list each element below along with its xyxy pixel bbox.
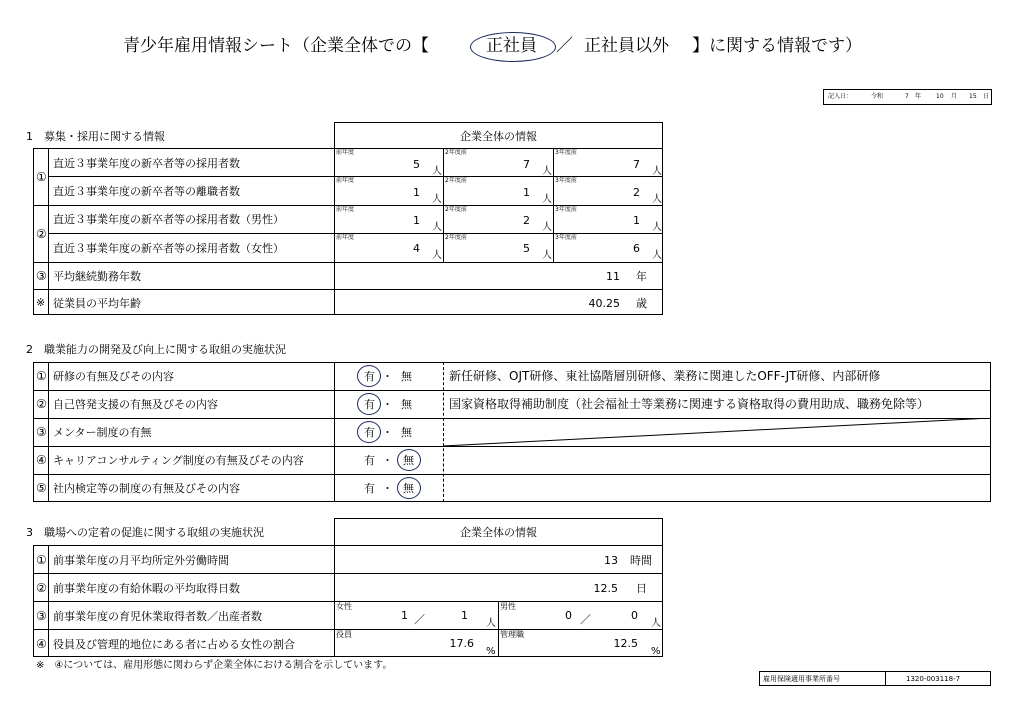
cell-value: 5 [523, 242, 530, 255]
avg-age-value: 40.25 [588, 297, 620, 310]
row-num: ③ [36, 609, 47, 623]
separator-dot: ・ [382, 454, 393, 467]
cell-value: 1 [413, 186, 420, 199]
overtime-value: 13 [604, 554, 618, 567]
row-num: ② [36, 397, 47, 411]
cell-unit: 人 [542, 194, 552, 205]
date-month: 10 [936, 93, 944, 100]
cell-value: 1 [523, 186, 530, 199]
cell-tag: 3年度前 [555, 234, 577, 241]
yes-option: 有 [364, 482, 375, 495]
separator-dot: ・ [382, 426, 393, 439]
male-birth-count: 0 [631, 609, 638, 622]
row-num: ① [36, 553, 47, 567]
cell-tag: 3年度前 [555, 206, 577, 213]
cell-value: 1 [633, 214, 640, 227]
female-leave-count: 1 [401, 609, 408, 622]
cell-unit: 人 [432, 166, 442, 177]
title-slash: ／ [556, 36, 573, 56]
separator-dot: ・ [382, 398, 393, 411]
row-num: ③ [36, 425, 47, 439]
section2-heading: 2 職業能力の開発及び向上に関する取組の実施状況 [26, 343, 286, 356]
row-label: 前事業年度の有給休暇の平均取得日数 [53, 582, 240, 595]
cell-tag: 2年度前 [445, 149, 467, 156]
male-unit: 人 [651, 618, 661, 629]
row-num: ② [36, 581, 47, 595]
avg-tenure-value: 11 [606, 270, 620, 283]
cell-unit: 人 [542, 222, 552, 233]
cell-tag: 2年度前 [445, 234, 467, 241]
overtime-unit: 時間 [630, 554, 652, 567]
cell-unit: 人 [432, 250, 442, 261]
row-label: 社内検定等の制度の有無及びその内容 [53, 482, 240, 495]
date-label: 記入日： [828, 93, 853, 100]
row-label: キャリアコンサルティング制度の有無及びその内容 [53, 454, 304, 467]
cell-value: 4 [413, 242, 420, 255]
male-leave-count: 0 [565, 609, 572, 622]
title-suffix: 】に関する情報です） [692, 36, 862, 56]
cell-tag: 前年度 [336, 206, 355, 213]
paid-leave-unit: 日 [636, 582, 647, 595]
section3-note: ※ ④については、雇用形態に関わらず企業全体における割合を示しています。 [36, 660, 393, 671]
row-label: メンター制度の有無 [53, 426, 152, 439]
date-month-unit: 月 [951, 93, 958, 100]
cell-tag: 3年度前 [555, 177, 577, 184]
title-prefix: 青少年雇用情報シート（企業全体での【 [123, 36, 429, 56]
section1-group1-num: ① [36, 170, 47, 184]
exec-unit: % [486, 646, 496, 657]
row-num: ④ [36, 637, 47, 651]
female-tag: 女性 [336, 602, 352, 611]
row-label: 従業員の平均年齢 [53, 297, 141, 310]
cell-value: 7 [633, 158, 640, 171]
cell-tag: 2年度前 [445, 206, 467, 213]
employer-number-value: 1320-003118-7 [906, 675, 961, 683]
section3-col-header: 企業全体の情報 [460, 526, 537, 539]
cell-unit: 人 [432, 194, 442, 205]
row-content: 新任研修、OJT研修、東社協階層別研修、業務に関連したOFF-JT研修、内部研修 [449, 369, 881, 383]
cell-value: 2 [633, 186, 640, 199]
section1-col-header: 企業全体の情報 [460, 130, 537, 143]
cell-unit: 人 [652, 194, 662, 205]
row-num: ③ [36, 269, 47, 283]
cell-value: 1 [413, 214, 420, 227]
yes-option: 有 [364, 398, 375, 411]
fraction-slash: ／ [414, 613, 425, 626]
female-birth-count: 1 [461, 609, 468, 622]
row-content: 国家資格取得補助制度（社会福祉士等業務に関連する資格取得の費用助成、職務免除等） [449, 397, 930, 411]
row-label: 自己啓発支援の有無及びその内容 [53, 398, 218, 411]
female-unit: 人 [486, 618, 496, 629]
cell-value: 2 [523, 214, 530, 227]
title-option-regular: 正社員 [486, 36, 537, 56]
cell-unit: 人 [542, 250, 552, 261]
row-num: ※ [36, 296, 46, 309]
row-label: 前事業年度の月平均所定外労働時間 [53, 554, 229, 567]
row-label: 直近３事業年度の新卒者等の離職者数 [53, 185, 240, 198]
title-option-nonregular: 正社員以外 [584, 36, 669, 56]
date-year: 7 [905, 93, 909, 100]
cell-tag: 前年度 [336, 234, 355, 241]
cell-tag: 前年度 [336, 149, 355, 156]
cell-unit: 人 [652, 222, 662, 233]
paid-leave-value: 12.5 [593, 582, 618, 595]
cell-unit: 人 [432, 222, 442, 233]
cell-tag: 3年度前 [555, 149, 577, 156]
cell-unit: 人 [652, 166, 662, 177]
cell-unit: 人 [652, 250, 662, 261]
section1-group2-num: ② [36, 227, 47, 241]
cell-unit: 人 [542, 166, 552, 177]
fraction-slash: ／ [580, 613, 591, 626]
avg-tenure-unit: 年 [636, 270, 647, 283]
row-label: 直近３事業年度の新卒者等の採用者数（女性） [53, 242, 284, 255]
mgr-tag: 管理職 [500, 630, 524, 639]
row-label: 直近３事業年度の新卒者等の採用者数 [53, 157, 240, 170]
mgr-female-ratio: 12.5 [613, 637, 638, 650]
yes-option: 有 [364, 370, 375, 383]
separator-dot: ・ [382, 482, 393, 495]
separator-dot: ・ [382, 370, 393, 383]
date-year-unit: 年 [915, 93, 922, 100]
row-label: 平均継続勤務年数 [53, 270, 141, 283]
cell-tag: 2年度前 [445, 177, 467, 184]
section1-heading: 1 募集・採用に関する情報 [26, 130, 165, 143]
no-option: 無 [403, 482, 414, 495]
empty-content-diagonal [443, 418, 991, 446]
row-num: ⑤ [36, 481, 47, 495]
no-option: 無 [401, 370, 412, 383]
no-option: 無 [403, 454, 414, 467]
cell-value: 7 [523, 158, 530, 171]
avg-age-unit: 歳 [636, 297, 647, 310]
exec-tag: 役員 [336, 630, 352, 639]
row-label: 前事業年度の育児休業取得者数／出産者数 [53, 610, 262, 623]
employer-number-label: 雇用保険適用事業所番号 [763, 675, 840, 683]
date-day-unit: 日 [983, 93, 990, 100]
date-day: 15 [969, 93, 977, 100]
exec-female-ratio: 17.6 [449, 637, 474, 650]
no-option: 無 [401, 398, 412, 411]
row-label: 研修の有無及びその内容 [53, 370, 174, 383]
date-era: 令和 [871, 93, 884, 100]
cell-value: 6 [633, 242, 640, 255]
row-num: ④ [36, 453, 47, 467]
yes-option: 有 [364, 426, 375, 439]
mgr-unit: % [651, 646, 661, 657]
male-tag: 男性 [500, 602, 516, 611]
cell-value: 5 [413, 158, 420, 171]
row-num: ① [36, 369, 47, 383]
cell-tag: 前年度 [336, 177, 355, 184]
yes-option: 有 [364, 454, 375, 467]
row-label: 直近３事業年度の新卒者等の採用者数（男性） [53, 213, 284, 226]
row-label: 役員及び管理的地位にある者に占める女性の割合 [53, 638, 295, 651]
section3-heading: 3 職場への定着の促進に関する取組の実施状況 [26, 526, 264, 539]
no-option: 無 [401, 426, 412, 439]
